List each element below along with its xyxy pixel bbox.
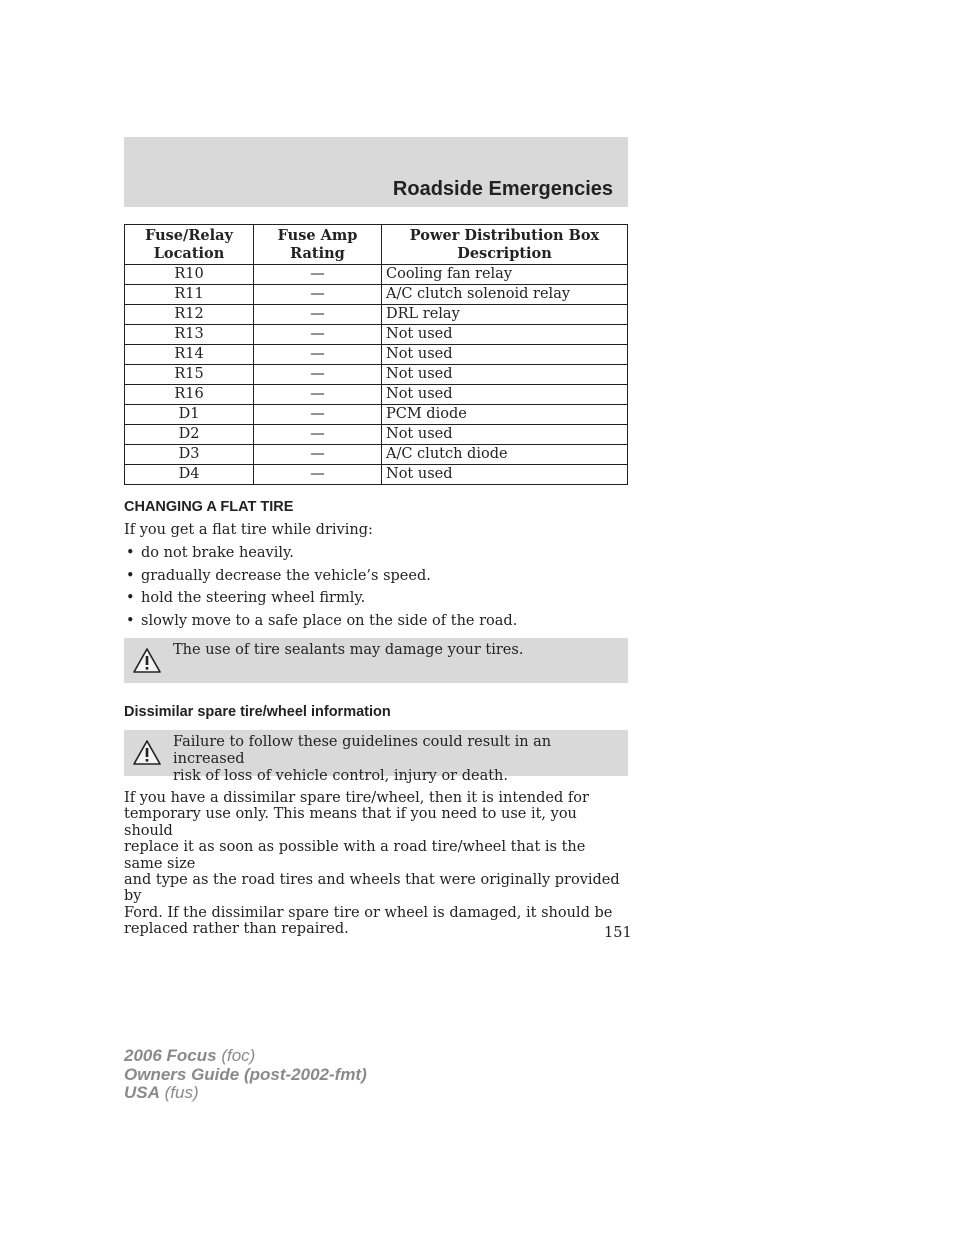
table-header-row — [125, 225, 628, 265]
warning-text: The use of tire sealants may damage your tires. — [173, 642, 524, 658]
fuse-table — [124, 224, 628, 485]
spare-tire-paragraph: If you have a dissimilar spare tire/wheel, then it is intended for temporary use only. This means that if you need to use it, you should replace it as soon as possible with a road tire/wheel that is the same size and type as the road tires and wheels that were originally provided by Ford. If the dissimilar spare tire or wheel is damaged, it should be replaced rather than repaired. — [124, 790, 620, 938]
list-item: • gradually decrease the vehicle’s speed. — [126, 567, 431, 584]
table-row: R15 — Not used — [125, 365, 628, 385]
list-item: • slowly move to a safe place on the side of the road. — [126, 612, 518, 629]
section-title: Roadside Emergencies — [392, 178, 613, 200]
table-row: R12 — DRL relay — [125, 305, 628, 325]
bullet-icon: • — [126, 590, 135, 607]
section-header-band — [124, 137, 628, 207]
section-heading: CHANGING A FLAT TIRE — [124, 499, 294, 515]
table-body — [125, 265, 628, 485]
table-row: D3 — A/C clutch diode — [125, 445, 628, 465]
document-footer: 2006 Focus (foc) Owners Guide (post-2002-fmt) USA (fus) — [124, 1046, 367, 1102]
table-row: D1 — PCM diode — [125, 405, 628, 425]
warning-triangle-icon — [132, 739, 162, 766]
subsection-heading: Dissimilar spare tire/wheel information — [124, 704, 391, 720]
table-row: D4 — Not used — [125, 465, 628, 485]
warning-text: Failure to follow these guidelines could result in an increased risk of loss of vehicle control, injury or death. — [173, 734, 552, 784]
warning-triangle-icon — [132, 647, 162, 674]
warning-box-sealants — [124, 638, 628, 683]
intro-text: If you get a flat tire while driving: — [124, 522, 373, 538]
header-description: Power Distribution Box Description — [382, 225, 628, 265]
table-row: R16 — Not used — [125, 385, 628, 405]
list-item: • do not brake heavily. — [126, 545, 294, 561]
bullet-icon: • — [126, 567, 135, 584]
bullet-icon: • — [126, 612, 135, 629]
warning-box-spare — [124, 730, 628, 784]
table-row: R13 — Not used — [125, 325, 628, 345]
table-row: R14 — Not used — [125, 345, 628, 365]
table-row: R10 — Cooling fan relay — [125, 265, 628, 285]
header-amp-rating: Fuse Amp Rating — [254, 225, 382, 265]
table-row: R11 — A/C clutch solenoid relay — [125, 285, 628, 305]
header-location: Fuse/Relay Location — [125, 225, 254, 265]
bullet-list — [124, 544, 517, 634]
bullet-icon: • — [126, 545, 135, 561]
list-item: • hold the steering wheel firmly. — [126, 590, 366, 607]
page-number: 151 — [604, 925, 632, 941]
table-row: D2 — Not used — [125, 425, 628, 445]
